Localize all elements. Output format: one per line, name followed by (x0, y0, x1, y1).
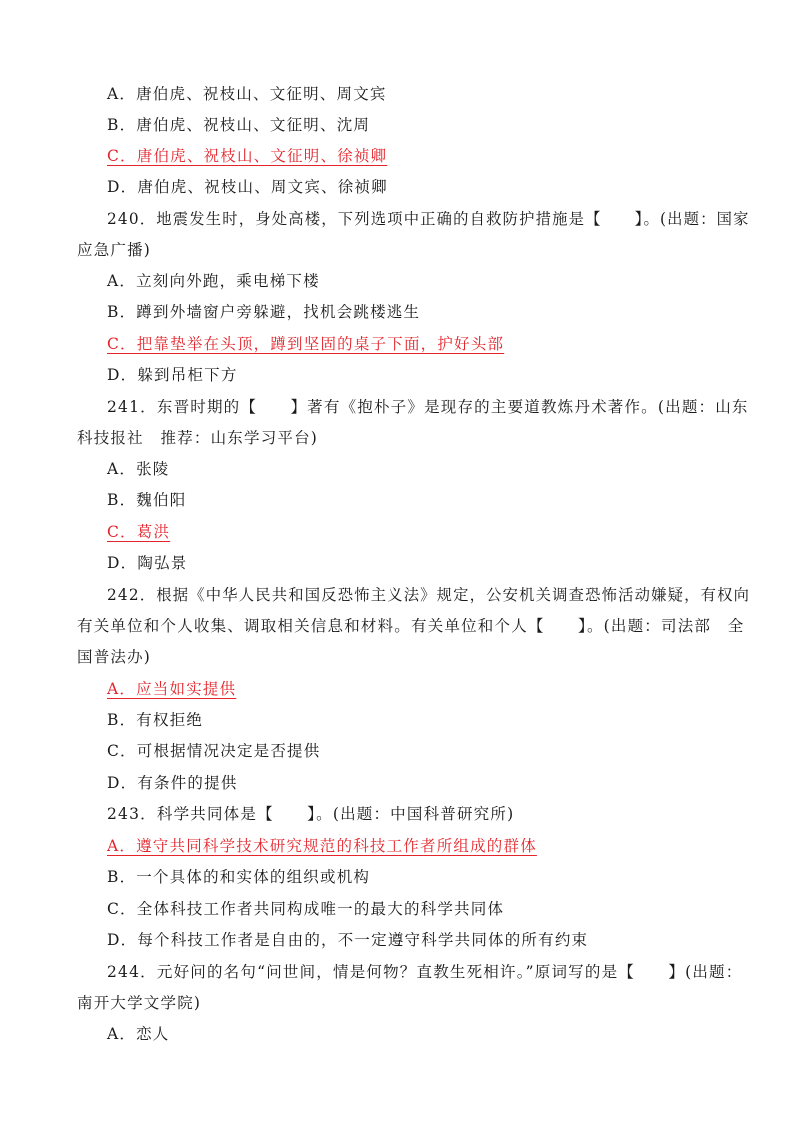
q242-option-c: C．可根据情况决定是否提供 (107, 742, 321, 760)
q241-option-d: D．陶弘景 (107, 554, 188, 572)
q241-stem-line2: 科技报社 推荐：山东学习平台) (77, 429, 319, 447)
q243-stem-line1: 243．科学共同体是【 】。(出题：中国科普研究所) (107, 805, 515, 823)
q243-option-a-answer: A．遵守共同科学技术研究规范的科技工作者所组成的群体 (107, 837, 537, 855)
q240-option-b: B．蹲到外墙窗户旁躲避，找机会跳楼逃生 (107, 303, 421, 321)
q239-option-a: A．唐伯虎、祝枝山、文征明、周文宾 (107, 85, 387, 103)
q239-option-c-answer: C．唐伯虎、祝枝山、文征明、徐祯卿 (107, 147, 388, 165)
q241-option-c-answer: C．葛洪 (107, 523, 171, 541)
q242-option-b: B．有权拒绝 (107, 711, 204, 729)
q243-option-b: B．一个具体的和实体的组织或机构 (107, 868, 371, 886)
q240-option-c-answer: C．把靠垫举在头顶，蹲到坚固的桌子下面，护好头部 (107, 335, 505, 353)
q242-option-a-answer: A．应当如实提供 (107, 680, 237, 698)
q244-stem-line2: 南开大学文学院) (77, 994, 202, 1012)
q239-option-b: B．唐伯虎、祝枝山、文征明、沈周 (107, 116, 371, 134)
q240-stem-line1: 240．地震发生时，身处高楼，下列选项中正确的自救防护措施是【 】。(出题：国家 (107, 210, 750, 228)
q241-option-b: B．魏伯阳 (107, 491, 187, 509)
q242-stem-line1: 242．根据《中华人民共和国反恐怖主义法》规定，公安机关调查恐怖活动嫌疑，有权向 (107, 586, 751, 604)
q241-stem-line1: 241．东晋时期的【 】著有《抱朴子》是现存的主要道教炼丹术著作。(出题：山东 (107, 398, 749, 416)
q242-stem-line2: 有关单位和个人收集、调取相关信息和材料。有关单位和个人【 】。(出题：司法部 全 (77, 617, 745, 635)
q239-option-d: D．唐伯虎、祝枝山、周文宾、徐祯卿 (107, 178, 388, 196)
q240-stem-line2: 应急广播) (77, 241, 152, 259)
q244-option-a: A．恋人 (107, 1025, 170, 1043)
q244-stem-line1: 244．元好问的名句“问世间，情是何物？直教生死相许。”原词写的是【 】(出题： (107, 963, 743, 981)
q242-option-d: D．有条件的提供 (107, 774, 238, 792)
q240-option-a: A．立刻向外跑，乘电梯下楼 (107, 272, 320, 290)
q243-option-d: D．每个科技工作者是自由的，不一定遵守科学共同体的所有约束 (107, 931, 589, 949)
q242-stem-line3: 国普法办) (77, 648, 152, 666)
q241-option-a: A．张陵 (107, 460, 170, 478)
q240-option-d: D．躲到吊柜下方 (107, 366, 238, 384)
q243-option-c: C．全体科技工作者共同构成唯一的最大的科学共同体 (107, 900, 505, 918)
